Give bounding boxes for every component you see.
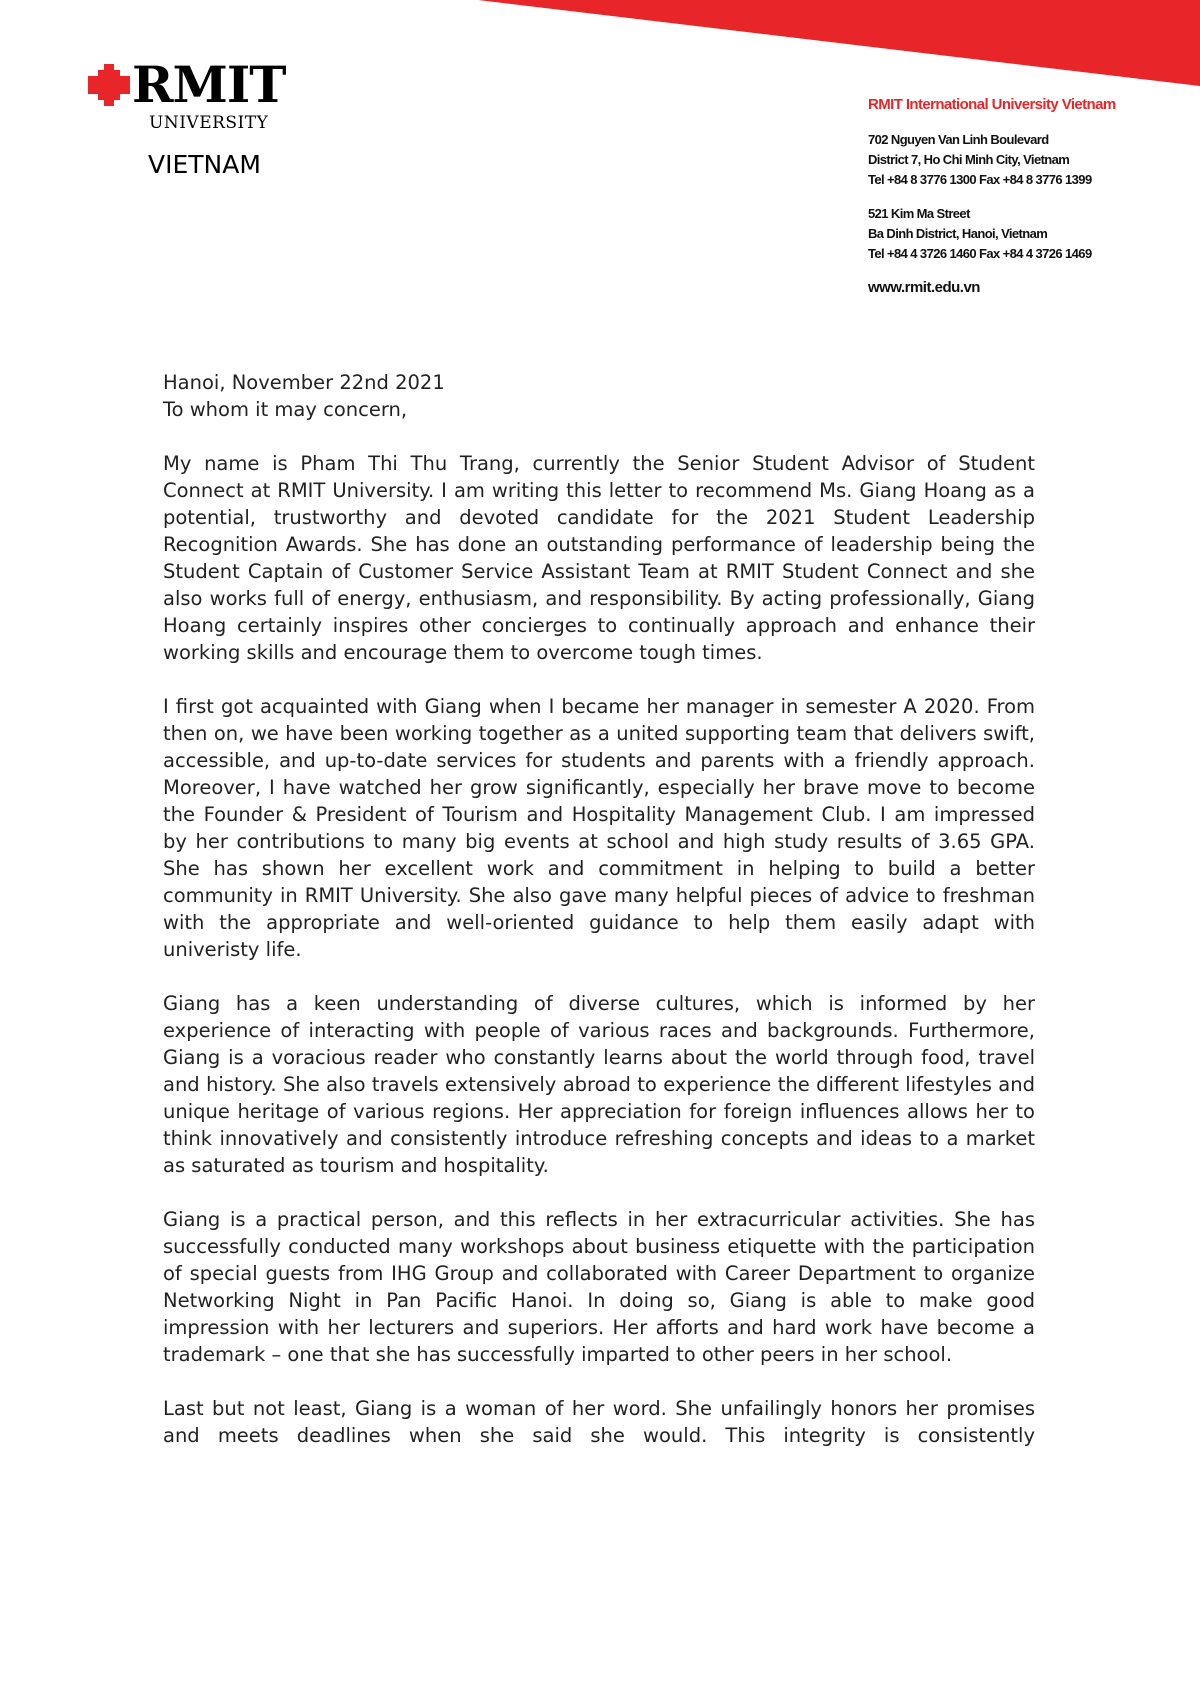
logo-country: VIETNAM — [148, 150, 261, 179]
address-line: 521 Kim Ma Street — [868, 206, 970, 221]
phone-fax-line: Tel +84 4 3726 1460 Fax +84 4 3726 1469 — [868, 246, 1092, 261]
address-line: Ba Dinh District, Hanoi, Vietnam — [868, 226, 1048, 241]
phone-fax-line: Tel +84 8 3776 1300 Fax +84 8 3776 1399 — [868, 172, 1092, 187]
letter-date: Hanoi, November 22nd 2021 — [163, 371, 445, 394]
campus-hcm-address — [868, 130, 1188, 190]
letter-paragraph: My name is Pham Thi Thu Trang, currently the Senior Student Advisor of Student Connect at RMIT University. I am writing this letter to recommend Ms. Giang Hoang as a potential, trustworthy and devoted candidate for the 2021 Student Leadership Recognition Awards. She has done an outstanding performance of leadership being the Student Captain of Customer Service Assistant Team at RMIT Student Connect and she also works full of energy, enthusiasm, and responsibility. By acting professionally, Giang Hoang certainly inspires other concierges to continually approach and enhance their working skills and encourage them to overcome tough times. — [163, 452, 1035, 664]
campus-hanoi-address — [868, 204, 1188, 264]
letter-body — [163, 369, 1035, 1449]
address-line: District 7, Ho Chi Minh City, Vietnam — [868, 152, 1070, 167]
letter-paragraph: I first got acquainted with Giang when I became her manager in semester A 2020. From then on, we have been working together as a united supporting team that delivers swift, accessible, and up-to-date services for students and parents with a friendly approach. Moreover, I have watched her grow significantly, especially her brave move to become the Founder & President of Tourism and Hospitality Management Club. I am impressed by her contributions to many big events at school and high study results of 3.65 GPA. She has shown her excellent work and commitment in helping to build a better community in RMIT University. She also gave many helpful pieces of advice to freshman with the appropriate and well-oriented guidance to help them easily adapt with univeristy life. — [163, 695, 1035, 961]
address-line: 702 Nguyen Van Linh Boulevard — [868, 132, 1049, 147]
logo-university: UNIVERSITY — [149, 113, 269, 133]
letter-salutation: To whom it may concern, — [163, 398, 408, 421]
rmit-pixel-logo-icon — [88, 64, 130, 106]
website-link[interactable]: www.rmit.edu.vn — [868, 279, 980, 296]
letter-paragraph: Last but not least, Giang is a woman of her word. She unfailingly honors her promises and meets deadlines when she said she would. This integrity is consistently — [163, 1397, 1035, 1447]
rmit-logo — [88, 55, 298, 183]
logo-wordmark: RMIT — [132, 55, 286, 114]
letter-paragraph: Giang is a practical person, and this reflects in her extracurricular activities. She has successfully conducted many workshops about business etiquette with the participation of special guests from IHG Group and collaborated with Career Department to organize Networking Night in Pan Pacific Hanoi. In doing so, Giang is able to make good impression with her lecturers and superiors. Her afforts and hard work have become a trademark – one that she has successfully imparted to other peers in her school. — [163, 1208, 1035, 1366]
letterhead-address — [868, 95, 1188, 298]
letter-paragraph: Giang has a keen understanding of diverse cultures, which is informed by her experience of interacting with people of various races and backgrounds. Furthermore, Giang is a voracious reader who constantly learns about the world through food, travel and history. She also travels extensively abroad to experience the different lifestyles and unique heritage of various regions. Her appreciation for foreign influences allows her to think innovatively and consistently introduce refreshing concepts and ideas to a market as saturated as tourism and hospitality. — [163, 992, 1035, 1177]
institution-name: RMIT International University Vietnam — [868, 96, 1116, 113]
